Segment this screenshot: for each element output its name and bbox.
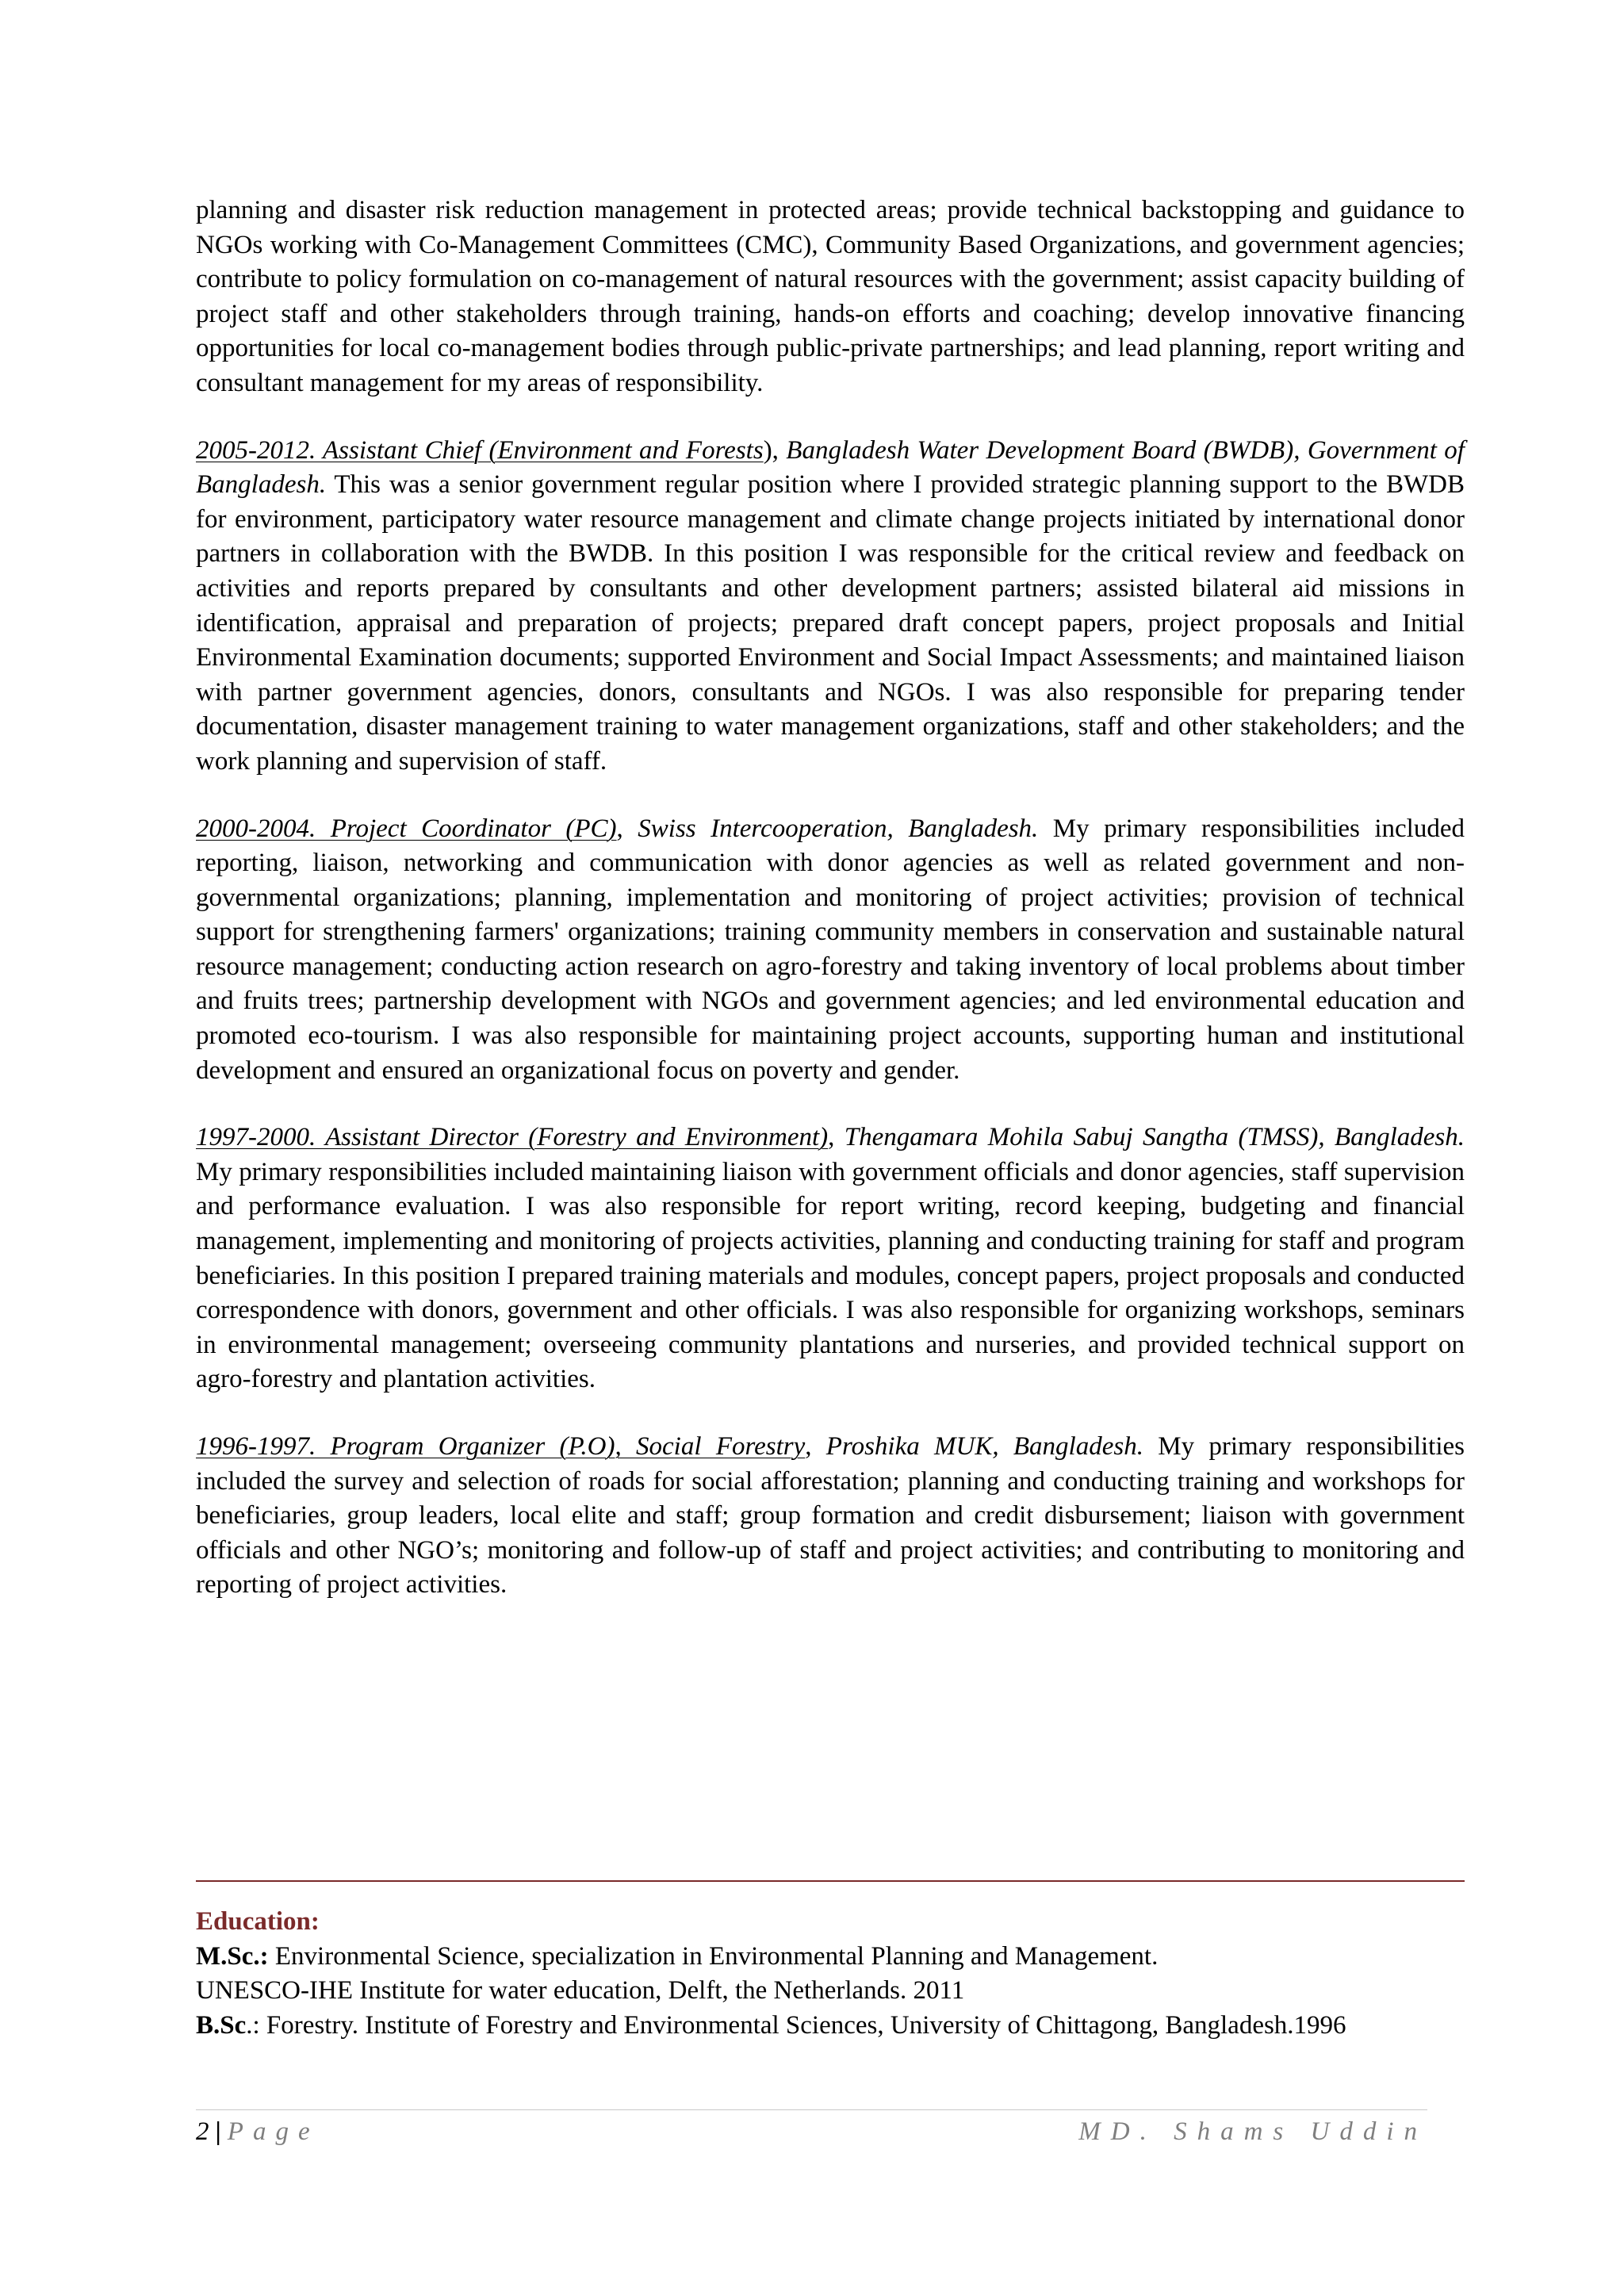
job-title: 2000-2004. Project Coordinator (PC)	[196, 814, 617, 843]
job-title-suffix: ,	[805, 1432, 812, 1461]
job-description: My primary responsibilities included maintaining liaison with government officials and donor agencies, staff supervision and performance evaluation. I was also responsible for report writing, record keeping, budgeting and financial management, implementing and monitoring of projects activities, planning and conducting training for staff and program beneficiaries. In this position I prepared training materials and modules, concept papers, project proposals and conducted correspondence with donors, government and other officials. I was also responsible for organizing workshops, seminars in environmental management; overseeing community plantations and nurseries, and provided technical support on agro-forestry and plantation activities.	[196, 1157, 1465, 1394]
degree-text-bsc: .: Forestry. Institute of Forestry and Environmental Sciences, University of Chittagong, Bangladesh.1996	[246, 2010, 1346, 2040]
employer: Bangladesh Water Development Board (BWDB), Government of Bangladesh.	[196, 435, 1465, 500]
experience-entry	[196, 434, 1465, 780]
job-title-suffix: ),	[763, 435, 779, 465]
education-msc	[196, 1940, 1465, 1975]
page-footer	[196, 2113, 1427, 2151]
job-title-suffix: ,	[616, 814, 623, 843]
employer: Swiss Intercooperation, Bangladesh.	[622, 814, 1039, 843]
job-description: This was a senior government regular position where I provided strategic planning support to the BWDB for environment, participatory water resource management and climate change projects initiated by international donor partners in collaboration with the BWDB. In this position I was responsible for the critical review and feedback on activities and reports prepared by consultants and other development partners; assisted bilateral aid missions in identification, appraisal and preparation of projects; prepared draft concept papers, project proposals and Initial Environmental Examination documents; supported Environment and Social Impact Assessments; and maintained liaison with partner government agencies, donors, consultants and NGOs. I was also responsible for preparing tender documentation, disaster management training to water management organizations, staff and other stakeholders; and the work planning and supervision of staff.	[196, 470, 1465, 776]
experience-entry	[196, 1430, 1465, 1603]
experience-continuation: planning and disaster risk reduction management in protected areas; provide technical backstopping and guidance to NGOs working with Co-Management Committees (CMC), Community Based Organizations, and government agencies; contribute to policy formulation on co-management of natural resources with the government; assist capacity building of project staff and other stakeholders through training, hands-on efforts and coaching; develop innovative financing opportunities for local co-management bodies through public-private partnerships; and lead planning, report writing and consultant management for my areas of responsibility.	[196, 196, 1465, 397]
footer-rule	[196, 2109, 1427, 2110]
footer-separator: |	[215, 2117, 221, 2146]
author-name: MD. Shams Uddin	[1078, 2117, 1427, 2146]
experience-entry	[196, 812, 1465, 1089]
job-description: My primary responsibilities included reporting, liaison, networking and communication with donor agencies as well as related government and non-governmental organizations; planning, implementation and monitoring of project activities; provision of technical support for strengthening farmers' organizations; training community members in conservation and sustainable natural resource management; conducting action research on agro-forestry and taking inventory of local problems about timber and fruits trees; partnership development with NGOs and government agencies; and led environmental education and promoted eco-tourism. I was also responsible for maintaining project accounts, supporting human and institutional development and ensured an organizational focus on poverty and gender.	[196, 814, 1465, 1085]
job-title: 2005-2012. Assistant Chief (Environment and Forests	[196, 435, 764, 465]
education-section	[196, 1905, 1465, 2043]
page-label: Page	[227, 2117, 320, 2146]
education-heading: Education:	[196, 1907, 320, 1936]
job-description: My primary responsibilities included the survey and selection of roads for social afforestation; planning and conducting training and workshops for beneficiaries, group leaders, local elite and staff; group formation and credit disbursement; liaison with government officials and other NGO’s; monitoring and follow-up of staff and project activities; and contributing to monitoring and reporting of project activities.	[196, 1432, 1465, 1600]
job-title: 1996-1997. Program Organizer (P.O), Social Forestry	[196, 1432, 806, 1461]
education-msc-institution: UNESCO-IHE Institute for water education, Delft, the Netherlands. 2011	[196, 1976, 965, 2006]
employer: Thengamara Mohila Sabuj Sangtha (TMSS), Bangladesh.	[834, 1123, 1465, 1152]
job-title: 1997-2000. Assistant Director (Forestry and Environment)	[196, 1123, 829, 1152]
education-bsc	[196, 2009, 1465, 2044]
employer: Proshika MUK, Bangladesh.	[811, 1432, 1143, 1461]
degree-label-bsc: B.Sc	[196, 2010, 247, 2040]
job-title-suffix: ,	[828, 1123, 835, 1152]
degree-label-msc: M.Sc.:	[196, 1941, 269, 1971]
degree-text-msc: Environmental Science, specialization in Environmental Planning and Management.	[268, 1941, 1159, 1971]
experience-entry	[196, 1121, 1465, 1397]
page-number: 2	[196, 2117, 209, 2146]
section-divider	[196, 1880, 1465, 1882]
document-body	[196, 193, 1465, 1635]
